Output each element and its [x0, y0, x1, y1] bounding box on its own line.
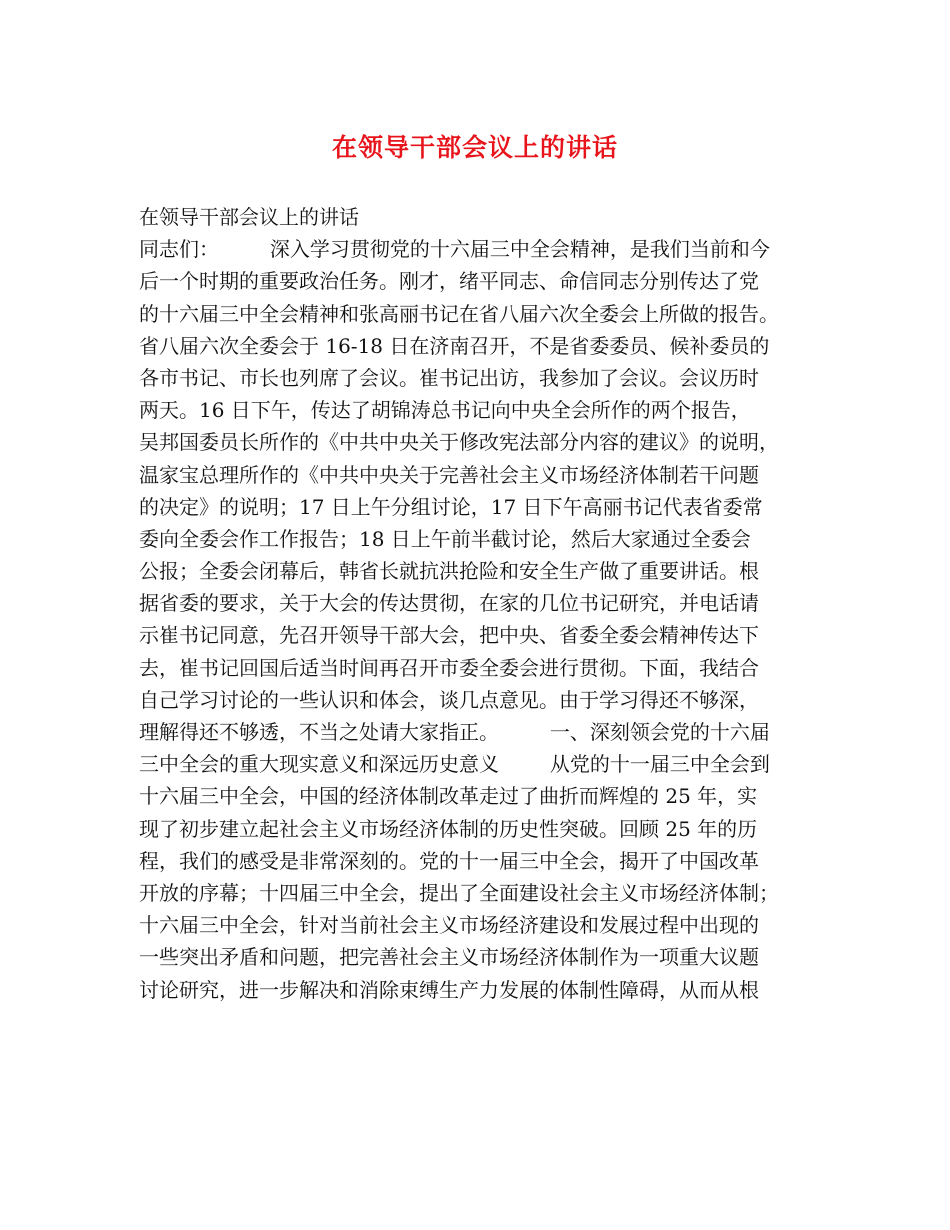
- body-text-line: 三中全会的重大现实意义和深远历史意义 从党的十一届三中全会到: [139, 752, 770, 777]
- body-text-line: 各市书记、市长也列席了会议。崔书记出访，我参加了会议。会议历时: [139, 365, 759, 390]
- body-text-line: 去，崔书记回国后适当时间再召开市委全委会进行贯彻。下面，我结合: [139, 655, 759, 680]
- body-text-line: 省八届六次全委会于 16-18 日在济南召开，不是省委委员、候补委员的: [139, 333, 770, 358]
- body-text-line: 十六届三中全会，针对当前社会主义市场经济建设和发展过程中出现的: [139, 913, 759, 938]
- body-text-line: 自己学习讨论的一些认识和体会，谈几点意见。由于学习得还不够深，: [139, 687, 759, 712]
- body-text-line: 讨论研究，进一步解决和消除束缚生产力发展的体制性障碍，从而从根: [139, 977, 759, 1002]
- body-text-line: 温家宝总理所作的《中共中央关于完善社会主义市场经济体制若干问题: [139, 462, 759, 487]
- body-text-line: 示崔书记同意，先召开领导干部大会，把中央、省委全委会精神传达下: [139, 623, 759, 648]
- body-text-line: 在领导干部会议上的讲话: [139, 205, 359, 229]
- body-text-line: 委向全委会作工作报告；18 日上午前半截讨论，然后大家通过全委会: [139, 526, 751, 551]
- document-title: 在领导干部会议上的讲话: [331, 133, 618, 162]
- body-text-line: 的十六届三中全会精神和张高丽书记在省八届六次全委会上所做的报告。: [139, 301, 779, 326]
- body-text-line: 的决定》的说明；17 日上午分组讨论，17 日下午高丽书记代表省委常: [139, 494, 763, 519]
- body-text-line: 吴邦国委员长所作的《中共中央关于修改宪法部分内容的建议》的说明，: [139, 430, 779, 455]
- body-text-line: 两天。16 日下午，传达了胡锦涛总书记向中央全会所作的两个报告，: [139, 398, 751, 423]
- body-text-line: 现了初步建立起社会主义市场经济体制的历史性突破。回顾 25 年的历: [139, 816, 758, 841]
- body-text-line: 公报；全委会闭幕后，韩省长就抗洪抢险和安全生产做了重要讲话。根: [139, 559, 759, 584]
- document-body: [139, 201, 829, 1006]
- body-text-line: 程，我们的感受是非常深刻的。党的十一届三中全会，揭开了中国改革: [139, 848, 759, 873]
- body-text-line: 理解得还不够透，不当之处请大家指正。 一、深刻领会党的十六届: [139, 720, 770, 744]
- body-text-line: 同志们： 深入学习贯彻党的十六届三中全会精神，是我们当前和今: [139, 237, 770, 262]
- body-text-line: 十六届三中全会，中国的经济体制改革走过了曲折而辉煌的 25 年，实: [139, 784, 758, 809]
- body-text-line: 开放的序幕；十四届三中全会，提出了全面建设社会主义市场经济体制；: [139, 880, 779, 905]
- body-text-line: 据省委的要求，关于大会的传达贯彻，在家的几位书记研究，并电话请: [139, 591, 759, 616]
- body-text-line: 一些突出矛盾和问题，把完善社会主义市场经济体制作为一项重大议题: [139, 945, 759, 970]
- body-text-line: 后一个时期的重要政治任务。刚才，绪平同志、命信同志分别传达了党: [139, 269, 759, 294]
